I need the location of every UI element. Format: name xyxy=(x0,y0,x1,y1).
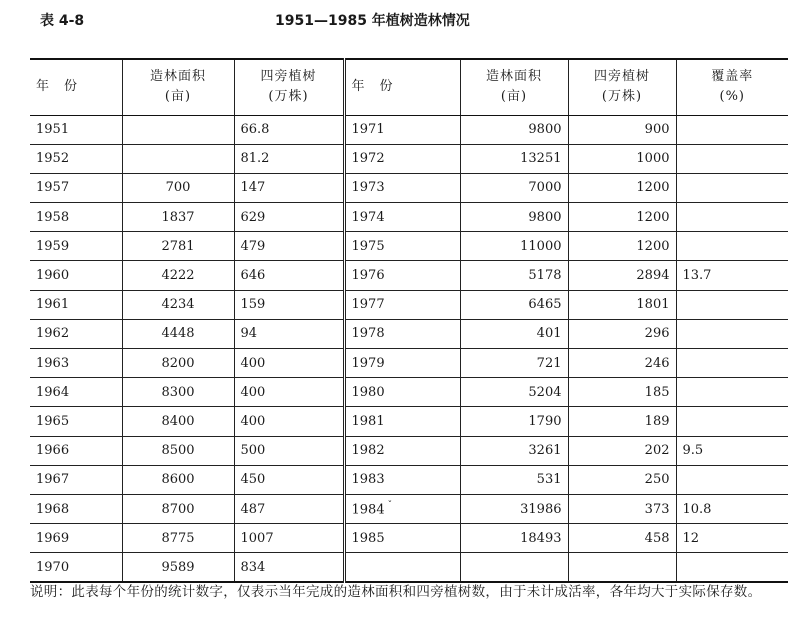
trees-right-cell-value: 2894 xyxy=(636,268,670,284)
year-left-cell xyxy=(30,115,122,144)
table-row xyxy=(30,407,788,436)
trees-left-cell xyxy=(234,553,344,582)
year-right-cell xyxy=(344,144,460,173)
year-right-cell xyxy=(344,115,460,144)
area-left-cell-value: 8600 xyxy=(161,472,195,488)
year-left-cell-value: 1952 xyxy=(36,151,70,167)
year-right-cell-value: 1971 xyxy=(351,122,385,138)
area-right-cell xyxy=(460,436,568,465)
year-right-cell xyxy=(344,319,460,348)
year-right-cell xyxy=(344,378,460,407)
trees-right-cell-value: 185 xyxy=(644,384,670,400)
trees-right-cell xyxy=(568,144,676,173)
trees-right-cell xyxy=(568,524,676,553)
area-right-cell xyxy=(460,524,568,553)
trees-left-cell-value: 81.2 xyxy=(240,151,270,167)
header-trees-right xyxy=(568,59,676,115)
year-left-cell xyxy=(30,261,122,290)
year-left-cell xyxy=(30,465,122,494)
trees-left-cell-value: 159 xyxy=(240,297,266,313)
trees-left-cell xyxy=(234,465,344,494)
header-area-right-line1: 造林面积 xyxy=(485,69,542,85)
area-left-cell-value: 8200 xyxy=(161,355,195,371)
trees-left-cell-value: 147 xyxy=(240,180,266,196)
trees-right-cell-value: 202 xyxy=(644,443,670,459)
year-left-cell xyxy=(30,436,122,465)
header-area-right xyxy=(460,59,568,115)
year-left-cell xyxy=(30,378,122,407)
trees-left-cell xyxy=(234,407,344,436)
year-right-cell xyxy=(344,553,460,582)
cover-right-cell-value: 9.5 xyxy=(682,443,704,459)
trees-left-cell-value: 1007 xyxy=(240,530,274,546)
year-left-cell-value: 1964 xyxy=(36,384,70,400)
table-number: 表 4-8 xyxy=(40,13,85,29)
trees-right-cell xyxy=(568,553,676,582)
cover-right-cell xyxy=(676,261,788,290)
area-right-cell-value: 7000 xyxy=(528,180,562,196)
year-left-cell-value: 1957 xyxy=(36,180,70,196)
year-left-cell xyxy=(30,319,122,348)
trees-left-cell-value: 500 xyxy=(240,443,266,459)
year-right-cell-value: 1972 xyxy=(351,151,385,167)
trees-left-cell xyxy=(234,115,344,144)
trees-left-cell xyxy=(234,436,344,465)
trees-right-cell xyxy=(568,349,676,378)
trees-right-cell-value: 246 xyxy=(644,355,670,371)
table-body xyxy=(30,115,788,582)
year-left-cell-value: 1965 xyxy=(36,413,70,429)
header-area-right-line2: (亩) xyxy=(500,89,528,105)
area-left-cell-value: 1837 xyxy=(161,209,195,225)
area-left-cell xyxy=(122,465,234,494)
area-left-cell-value: 8775 xyxy=(161,530,195,546)
cover-right-cell xyxy=(676,115,788,144)
area-left-cell xyxy=(122,144,234,173)
cover-right-cell xyxy=(676,494,788,523)
afforestation-table xyxy=(30,58,788,583)
year-right-cell xyxy=(344,349,460,378)
table-row xyxy=(30,524,788,553)
header-area-left-line1: 造林面积 xyxy=(149,69,206,85)
cover-right-cell-value: 12 xyxy=(682,530,700,546)
trees-left-cell xyxy=(234,378,344,407)
area-right-cell xyxy=(460,232,568,261)
trees-right-cell xyxy=(568,407,676,436)
cover-right-cell xyxy=(676,173,788,202)
year-right-cell-value: 1978 xyxy=(351,326,385,342)
area-right-cell-value: 3261 xyxy=(528,443,562,459)
header-cover-right xyxy=(676,59,788,115)
trees-left-cell-value: 646 xyxy=(240,268,266,284)
trees-left-cell-value: 400 xyxy=(240,384,266,400)
year-right-cell-value: 1984 xyxy=(351,502,385,518)
trees-right-cell xyxy=(568,115,676,144)
cover-right-cell xyxy=(676,553,788,582)
year-left-cell xyxy=(30,173,122,202)
area-left-cell xyxy=(122,349,234,378)
trees-left-cell xyxy=(234,144,344,173)
trees-left-cell-value: 66.8 xyxy=(240,122,270,138)
year-left-cell-value: 1967 xyxy=(36,472,70,488)
trees-right-cell xyxy=(568,436,676,465)
cover-right-cell xyxy=(676,378,788,407)
area-left-cell-value: 4448 xyxy=(161,326,195,342)
area-right-cell xyxy=(460,319,568,348)
trees-left-cell xyxy=(234,203,344,232)
trees-right-cell-value: 1000 xyxy=(636,151,670,167)
year-right-cell-value: 1977 xyxy=(351,297,385,313)
area-right-cell-value: 401 xyxy=(536,326,562,342)
cover-right-cell-value: 10.8 xyxy=(682,501,712,517)
year-left-cell xyxy=(30,203,122,232)
year-right-cell xyxy=(344,494,460,523)
year-right-cell xyxy=(344,465,460,494)
trees-left-cell-value: 94 xyxy=(240,326,258,342)
header-year-right: 年 份 xyxy=(344,59,460,115)
trees-left-cell xyxy=(234,173,344,202)
table-row xyxy=(30,465,788,494)
cover-right-cell xyxy=(676,203,788,232)
trees-left-cell xyxy=(234,494,344,523)
area-right-cell xyxy=(460,494,568,523)
trees-right-cell-value: 900 xyxy=(644,122,670,138)
year-right-cell-value: 1976 xyxy=(351,268,385,284)
cover-right-cell-value: 13.7 xyxy=(682,268,712,284)
trees-right-cell xyxy=(568,465,676,494)
header-cover-right-line2: (%) xyxy=(719,89,745,105)
trees-right-cell-value: 250 xyxy=(644,472,670,488)
cover-right-cell xyxy=(676,144,788,173)
area-right-cell xyxy=(460,144,568,173)
area-right-cell-value: 13251 xyxy=(520,151,562,167)
area-right-cell-value: 5204 xyxy=(528,384,562,400)
stray-mark: ˇ xyxy=(387,500,393,511)
area-right-cell-value: 18493 xyxy=(520,530,562,546)
cover-right-cell xyxy=(676,524,788,553)
area-left-cell xyxy=(122,290,234,319)
area-left-cell xyxy=(122,553,234,582)
header-trees-left xyxy=(234,59,344,115)
year-right-cell-value: 1980 xyxy=(351,384,385,400)
year-left-cell xyxy=(30,494,122,523)
trees-right-cell-value: 1801 xyxy=(636,297,670,313)
year-right-cell-value: 1982 xyxy=(351,443,385,459)
area-left-cell xyxy=(122,203,234,232)
year-left-cell xyxy=(30,290,122,319)
trees-right-cell xyxy=(568,378,676,407)
year-right-cell xyxy=(344,524,460,553)
trees-left-cell xyxy=(234,349,344,378)
year-right-cell xyxy=(344,407,460,436)
cover-right-cell xyxy=(676,407,788,436)
year-right-cell-value: 1973 xyxy=(351,180,385,196)
trees-right-cell-value: 458 xyxy=(644,530,670,546)
area-left-cell xyxy=(122,261,234,290)
area-right-cell xyxy=(460,349,568,378)
year-left-cell-value: 1959 xyxy=(36,238,70,254)
area-left-cell-value: 8300 xyxy=(161,384,195,400)
table-row xyxy=(30,173,788,202)
year-right-cell xyxy=(344,290,460,319)
header-area-left-line2: (亩) xyxy=(164,89,192,105)
header-area-left xyxy=(122,59,234,115)
cover-right-cell xyxy=(676,349,788,378)
trees-right-cell xyxy=(568,494,676,523)
trees-right-cell xyxy=(568,261,676,290)
year-left-cell xyxy=(30,553,122,582)
area-left-cell-value: 4222 xyxy=(161,268,195,284)
trees-right-cell-value: 296 xyxy=(644,326,670,342)
trees-right-cell xyxy=(568,203,676,232)
trees-left-cell xyxy=(234,290,344,319)
header-trees-left-line1: 四旁植树 xyxy=(260,69,317,85)
year-left-cell-value: 1968 xyxy=(36,501,70,517)
year-left-cell-value: 1963 xyxy=(36,355,70,371)
area-right-cell-value: 31986 xyxy=(520,501,562,517)
cover-right-cell xyxy=(676,290,788,319)
trees-left-cell xyxy=(234,319,344,348)
trees-left-cell xyxy=(234,261,344,290)
area-left-cell xyxy=(122,232,234,261)
trees-right-cell xyxy=(568,290,676,319)
area-left-cell-value: 8400 xyxy=(161,413,195,429)
area-left-cell-value: 8700 xyxy=(161,501,195,517)
year-right-cell xyxy=(344,173,460,202)
area-right-cell xyxy=(460,261,568,290)
trees-right-cell xyxy=(568,173,676,202)
trees-left-cell xyxy=(234,232,344,261)
year-left-cell-value: 1962 xyxy=(36,326,70,342)
header-year-left: 年 份 xyxy=(30,59,122,115)
year-right-cell-value: 1979 xyxy=(351,355,385,371)
table-row xyxy=(30,203,788,232)
trees-right-cell-value: 189 xyxy=(644,413,670,429)
year-left-cell xyxy=(30,407,122,436)
trees-right-cell-value: 373 xyxy=(644,501,670,517)
area-right-cell xyxy=(460,115,568,144)
table-row xyxy=(30,232,788,261)
cover-right-cell xyxy=(676,319,788,348)
cover-right-cell xyxy=(676,465,788,494)
table-row xyxy=(30,494,788,523)
area-right-cell xyxy=(460,407,568,436)
year-left-cell-value: 1951 xyxy=(36,122,70,138)
year-right-cell xyxy=(344,436,460,465)
year-left-cell-value: 1966 xyxy=(36,443,70,459)
trees-right-cell xyxy=(568,319,676,348)
table-note: 说明：此表每个年份的统计数字，仅表示当年完成的造林面积和四旁植树数，由于未计成活率，各年均大于实际保存数。 xyxy=(30,584,762,600)
trees-left-cell-value: 834 xyxy=(240,559,266,575)
year-left-cell xyxy=(30,144,122,173)
year-left-cell-value: 1970 xyxy=(36,559,70,575)
year-right-cell-value: 1975 xyxy=(351,238,385,254)
header-trees-left-line2: (万株) xyxy=(268,89,309,105)
table-row xyxy=(30,436,788,465)
area-right-cell-value: 11000 xyxy=(520,238,562,254)
trees-right-cell xyxy=(568,232,676,261)
trees-left-cell-value: 479 xyxy=(240,238,266,254)
trees-left-cell-value: 450 xyxy=(240,472,266,488)
trees-left-cell-value: 400 xyxy=(240,355,266,371)
year-right-cell xyxy=(344,261,460,290)
year-left-cell xyxy=(30,232,122,261)
year-right-cell-value: 1974 xyxy=(351,209,385,225)
trees-left-cell-value: 629 xyxy=(240,209,266,225)
area-right-cell xyxy=(460,203,568,232)
year-right-cell-value: 1983 xyxy=(351,472,385,488)
area-left-cell-value: 9589 xyxy=(161,559,195,575)
table-row xyxy=(30,319,788,348)
area-right-cell-value: 531 xyxy=(536,472,562,488)
table-title: 1951—1985 年植树造林情况 xyxy=(275,13,470,29)
area-left-cell xyxy=(122,173,234,202)
year-left-cell xyxy=(30,349,122,378)
year-right-cell-value: 1981 xyxy=(351,413,385,429)
year-left-cell xyxy=(30,524,122,553)
area-right-cell-value: 6465 xyxy=(528,297,562,313)
year-left-cell-value: 1969 xyxy=(36,530,70,546)
area-left-cell-value: 700 xyxy=(165,180,191,196)
area-right-cell-value: 9800 xyxy=(528,209,562,225)
year-left-cell-value: 1961 xyxy=(36,297,70,313)
area-left-cell xyxy=(122,524,234,553)
table-header-row xyxy=(30,59,788,115)
area-right-cell-value: 5178 xyxy=(528,268,562,284)
area-right-cell xyxy=(460,173,568,202)
area-left-cell xyxy=(122,378,234,407)
year-right-cell-value: 1985 xyxy=(351,530,385,546)
trees-left-cell xyxy=(234,524,344,553)
table-row xyxy=(30,378,788,407)
area-left-cell-value: 8500 xyxy=(161,443,195,459)
cover-right-cell xyxy=(676,232,788,261)
year-left-cell-value: 1958 xyxy=(36,209,70,225)
table-row xyxy=(30,553,788,582)
area-right-cell-value: 9800 xyxy=(528,122,562,138)
header-cover-right-line1: 覆盖率 xyxy=(711,69,754,85)
trees-left-cell-value: 400 xyxy=(240,413,266,429)
area-right-cell xyxy=(460,290,568,319)
area-left-cell xyxy=(122,115,234,144)
area-left-cell-value: 2781 xyxy=(161,238,195,254)
area-left-cell xyxy=(122,407,234,436)
area-left-cell xyxy=(122,436,234,465)
trees-left-cell-value: 487 xyxy=(240,501,266,517)
area-right-cell-value: 1790 xyxy=(528,413,562,429)
area-right-cell xyxy=(460,378,568,407)
area-right-cell xyxy=(460,553,568,582)
header-trees-right-line1: 四旁植树 xyxy=(593,69,650,85)
area-left-cell xyxy=(122,494,234,523)
year-right-cell xyxy=(344,203,460,232)
area-left-cell-value: 4234 xyxy=(161,297,195,313)
trees-right-cell-value: 1200 xyxy=(636,209,670,225)
year-left-cell-value: 1960 xyxy=(36,268,70,284)
header-trees-right-line2: (万株) xyxy=(601,89,643,105)
cover-right-cell xyxy=(676,436,788,465)
trees-right-cell-value: 1200 xyxy=(636,238,670,254)
trees-right-cell-value: 1200 xyxy=(636,180,670,196)
area-left-cell xyxy=(122,319,234,348)
area-right-cell xyxy=(460,465,568,494)
table-row xyxy=(30,144,788,173)
table-row xyxy=(30,290,788,319)
table-row xyxy=(30,349,788,378)
table-row xyxy=(30,261,788,290)
table-row xyxy=(30,115,788,144)
year-right-cell xyxy=(344,232,460,261)
area-right-cell-value: 721 xyxy=(536,355,562,371)
